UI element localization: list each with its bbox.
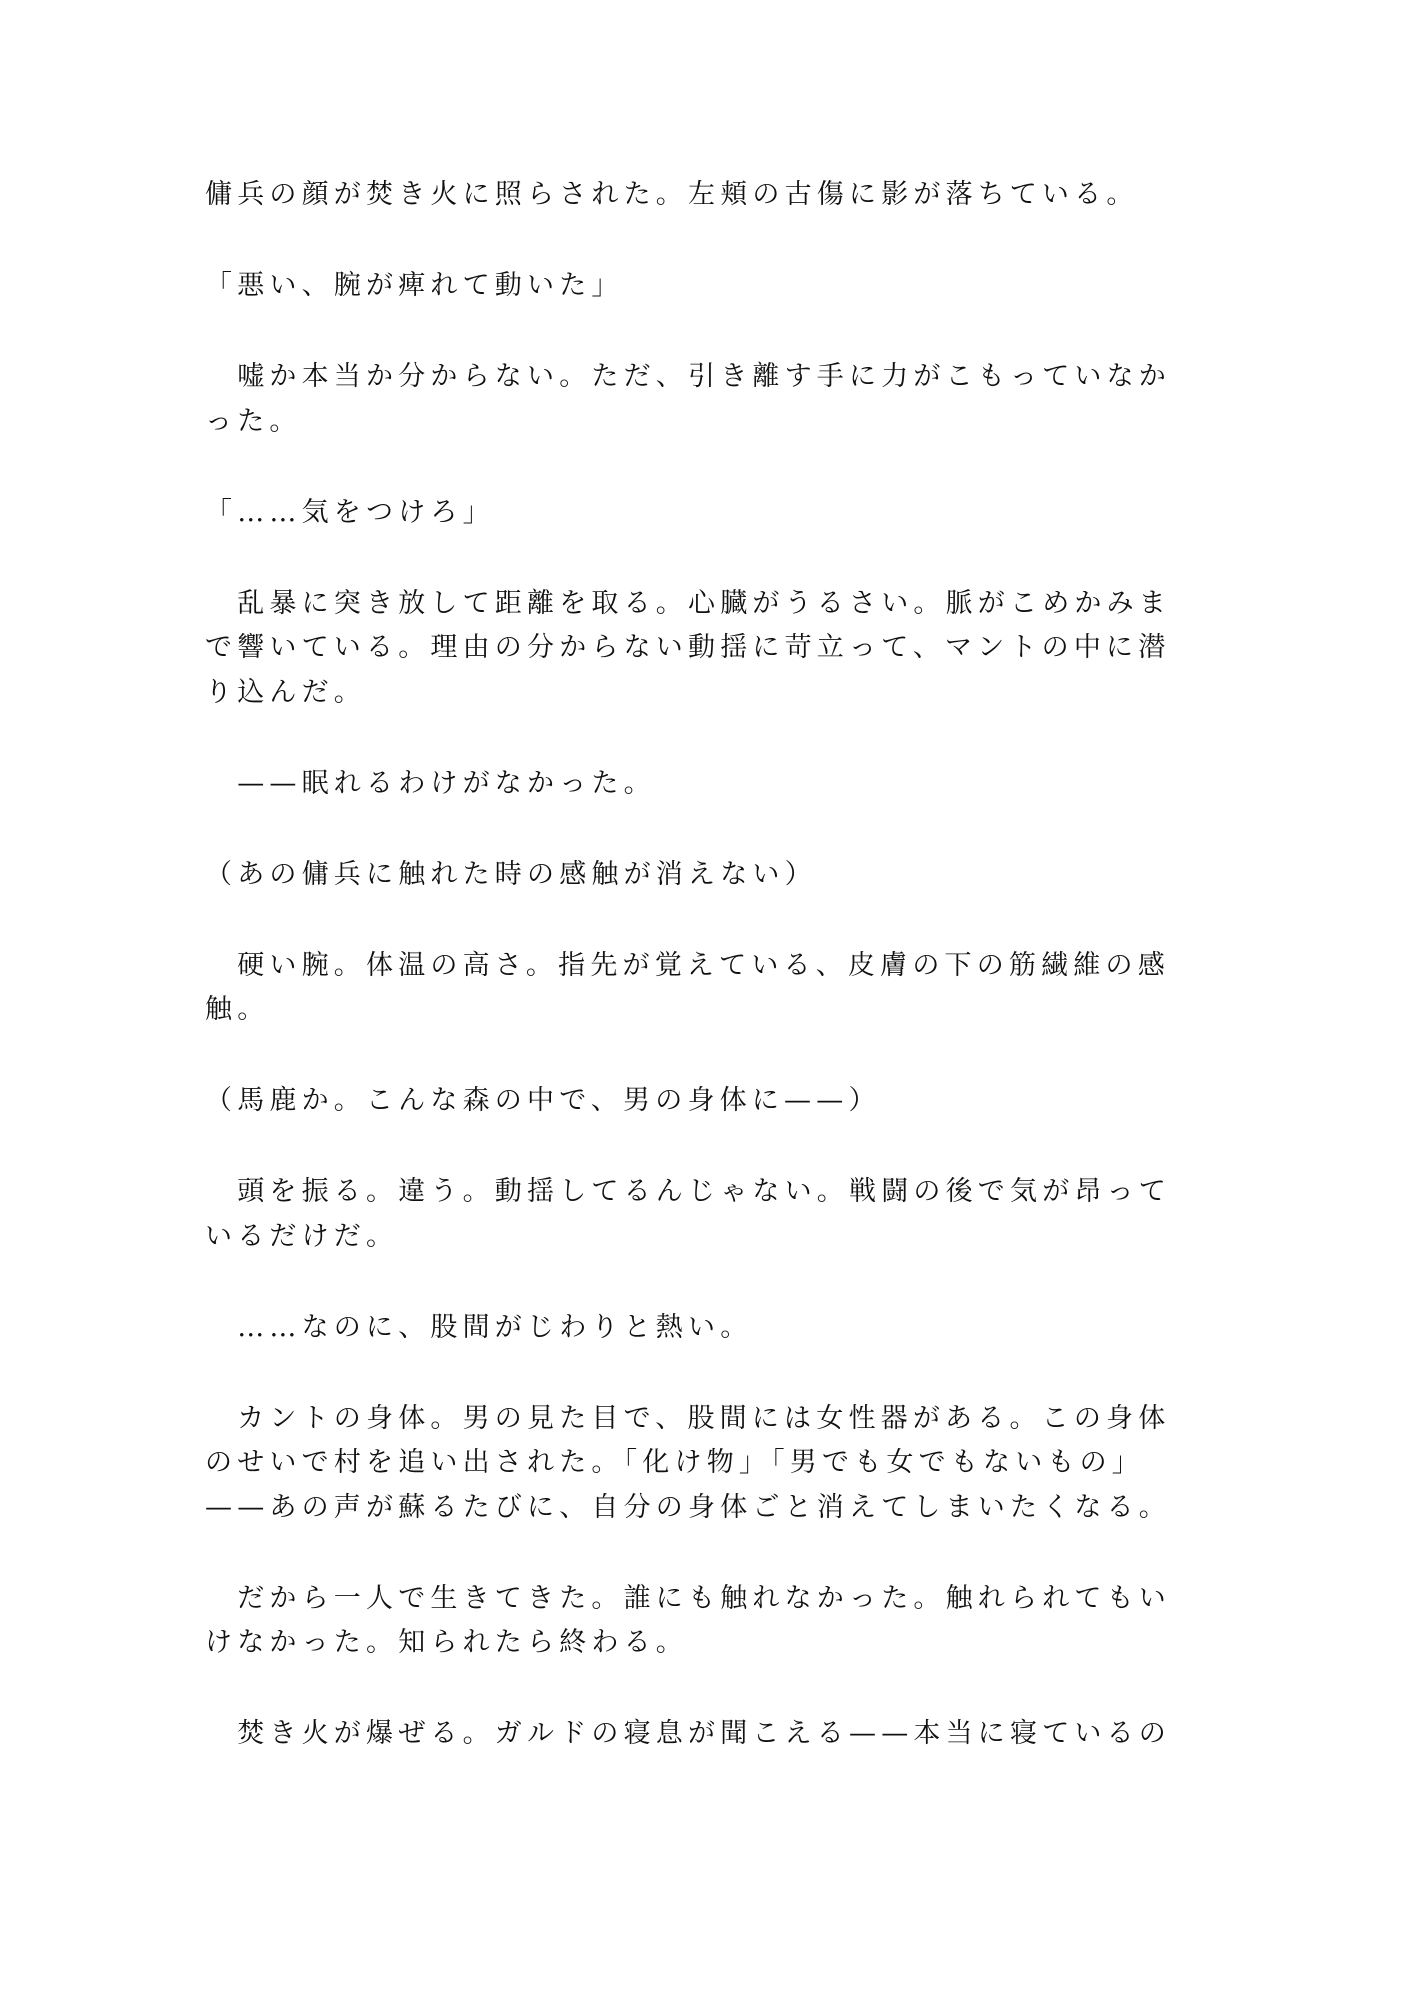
paragraph xyxy=(205,853,1185,898)
paragraph xyxy=(205,1170,1185,1259)
text-line: 「悪い、腕が痺れて動いた」 xyxy=(205,270,624,301)
paragraph xyxy=(205,264,1185,309)
paragraph xyxy=(205,762,1185,807)
paragraph xyxy=(205,355,1185,444)
text-line: （馬鹿か。こんな森の中で、男の身体に——） xyxy=(205,1085,881,1116)
paragraph xyxy=(205,944,1185,1033)
text-line: （あの傭兵に触れた時の感触が消えない） xyxy=(205,858,817,890)
paragraph xyxy=(205,491,1185,536)
text-line: けなかった。知られたら終わる。 xyxy=(205,1627,688,1658)
paragraph xyxy=(205,582,1185,716)
text-line: で響いている。理由の分からない動揺に苛立って、マントの中に潜 xyxy=(205,632,1171,663)
text-line: り込んだ。 xyxy=(205,676,366,708)
text-line: 嘘か本当か分からない。ただ、引き離す手に力がこもっていなか xyxy=(205,361,1171,392)
paragraph xyxy=(205,1712,1185,1757)
text-line: 「……気をつけろ」 xyxy=(205,496,495,528)
paragraph xyxy=(205,173,1185,218)
text-line: ——あの声が蘇るたびに、自分の身体ごと消えてしまいたくなる。 xyxy=(205,1491,1171,1523)
text-line: った。 xyxy=(205,405,302,437)
text-line: 頭を振る。違う。動揺してるんじゃない。戦闘の後で気が昂って xyxy=(205,1176,1171,1207)
paragraph xyxy=(205,1079,1185,1124)
text-line: ……なのに、股間がじわりと熱い。 xyxy=(205,1311,753,1343)
text-line: 触。 xyxy=(205,994,270,1025)
text-line: いるだけだ。 xyxy=(205,1220,399,1252)
text-line: 硬い腕。体温の高さ。指先が覚えている、皮膚の下の筋繊維の感 xyxy=(205,949,1170,981)
text-line: 焚き火が爆ぜる。ガルドの寝息が聞こえる——本当に寝ているの xyxy=(205,1718,1171,1749)
text-line: ——眠れるわけがなかった。 xyxy=(205,767,656,799)
document-page xyxy=(205,173,1185,1803)
paragraph xyxy=(205,1397,1185,1531)
text-line: 乱暴に突き放して距離を取る。心臓がうるさい。脈がこめかみま xyxy=(205,587,1171,619)
text-line: カントの身体。男の見た目で、股間には女性器がある。この身体 xyxy=(205,1402,1171,1434)
paragraph xyxy=(205,1577,1185,1666)
text-line: だから一人で生きてきた。誰にも触れなかった。触れられてもい xyxy=(205,1582,1171,1614)
text-line: のせいで村を追い出された。「化け物」「男でも女でもないもの」 xyxy=(205,1447,1144,1478)
paragraph xyxy=(205,1306,1185,1351)
text-line: 傭兵の顔が焚き火に照らされた。左頬の古傷に影が落ちている。 xyxy=(205,179,1139,210)
